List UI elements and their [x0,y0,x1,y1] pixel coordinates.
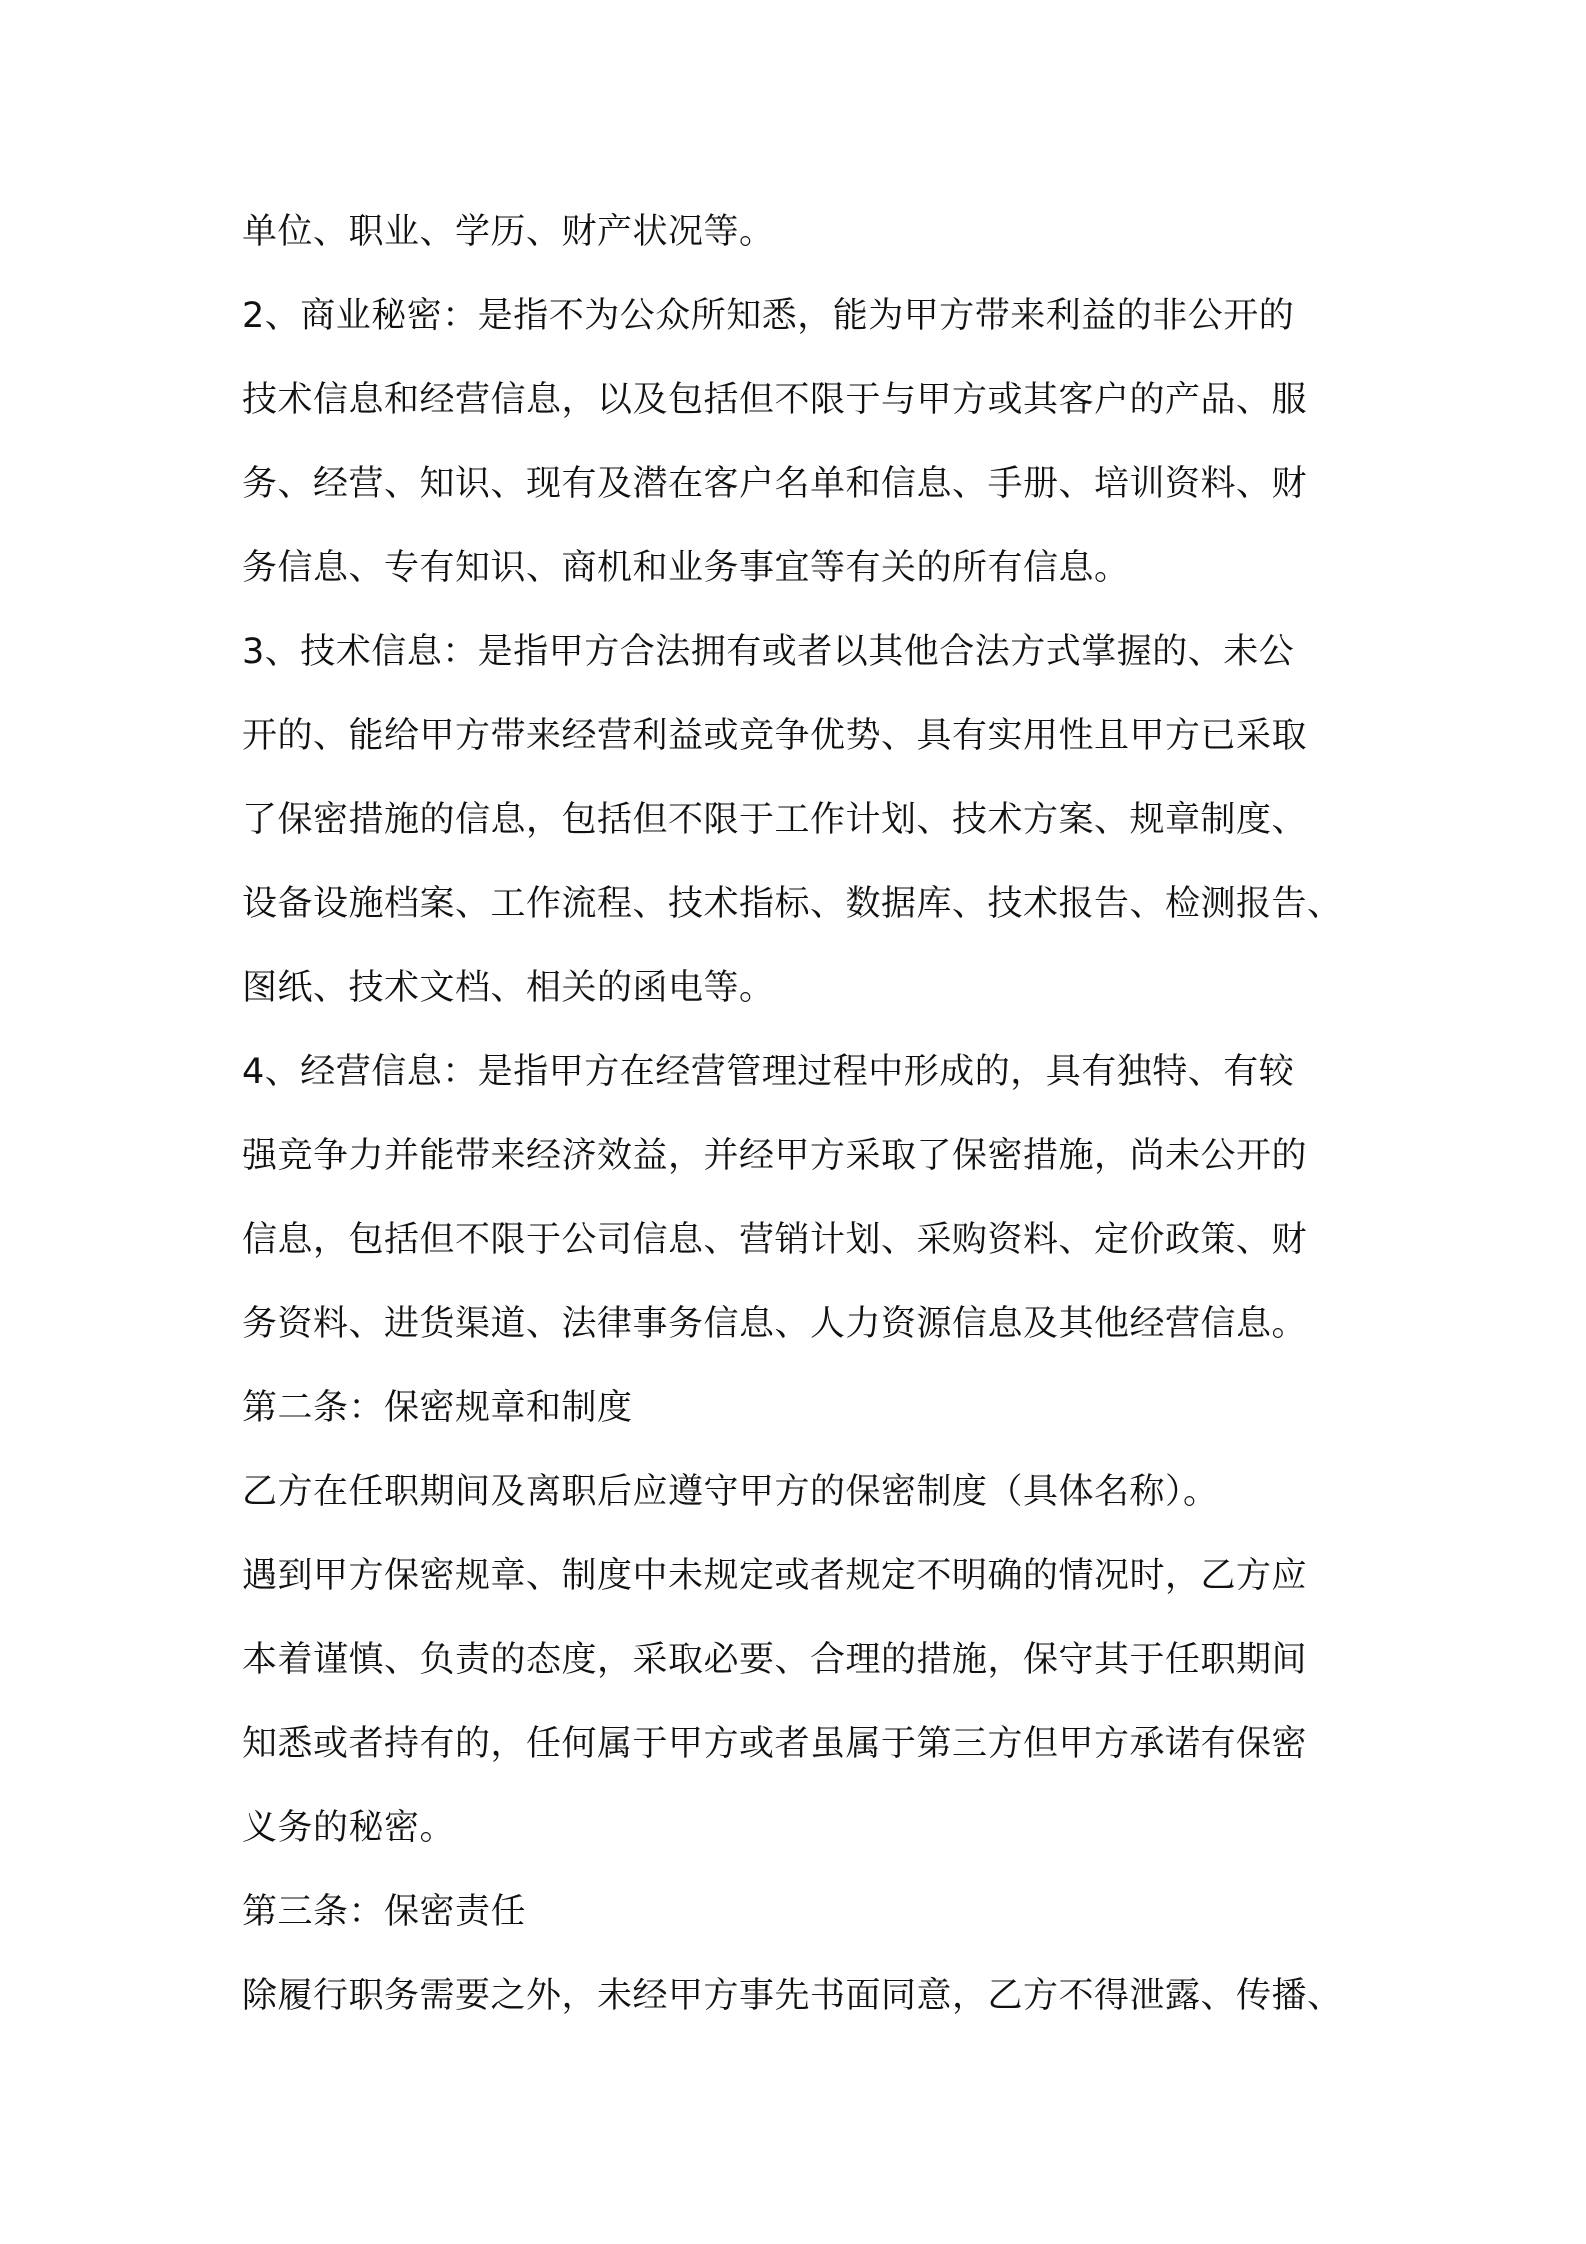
text-line: 3、技术信息：是指甲方合法拥有或者以其他合法方式掌握的、未公 [242,632,1295,672]
text-line: 本着谨慎、负责的态度，采取必要、合理的措施，保守其于任职期间 [242,1640,1308,1680]
section-heading: 第三条：保密责任 [242,1892,527,1932]
text-line: 技术信息和经营信息，以及包括但不限于与甲方或其客户的产品、服 [242,380,1308,420]
text-line: 义务的秘密。 [242,1808,456,1848]
text-line: 务资料、进货渠道、法律事务信息、人力资源信息及其他经营信息。 [242,1304,1308,1344]
text-line: 务、经营、知识、现有及潜在客户名单和信息、手册、培训资料、财 [242,464,1308,504]
text-line: 知悉或者持有的，任何属于甲方或者虽属于第三方但甲方承诺有保密 [242,1724,1308,1764]
text-line: 4、经营信息：是指甲方在经营管理过程中形成的，具有独特、有较 [242,1052,1295,1092]
section-heading: 第二条：保密规章和制度 [242,1388,633,1428]
text-line: 除履行职务需要之外，未经甲方事先书面同意，乙方不得泄露、传播、 [242,1976,1343,2016]
text-line: 设备设施档案、工作流程、技术指标、数据库、技术报告、检测报告、 [242,884,1343,924]
text-line: 强竞争力并能带来经济效益，并经甲方采取了保密措施，尚未公开的 [242,1136,1308,1176]
text-line: 开的、能给甲方带来经营利益或竞争优势、具有实用性且甲方已采取 [242,716,1308,756]
text-line: 了保密措施的信息，包括但不限于工作计划、技术方案、规章制度、 [242,800,1308,840]
text-line: 遇到甲方保密规章、制度中未规定或者规定不明确的情况时，乙方应 [242,1556,1308,1596]
text-line: 图纸、技术文档、相关的函电等。 [242,968,775,1008]
text-line: 乙方在任职期间及离职后应遵守甲方的保密制度（具体名称）。 [242,1472,1219,1512]
text-line: 单位、职业、学历、财产状况等。 [242,212,775,252]
document-body [242,190,1357,2038]
text-line: 信息，包括但不限于公司信息、营销计划、采购资料、定价政策、财 [242,1220,1308,1260]
text-line: 2、商业秘密：是指不为公众所知悉，能为甲方带来利益的非公开的 [242,296,1295,336]
text-line: 务信息、专有知识、商机和业务事宜等有关的所有信息。 [242,548,1130,588]
